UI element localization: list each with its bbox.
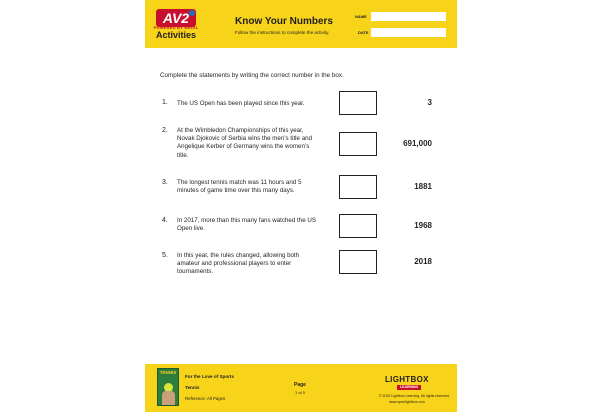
book-cover-thumbnail xyxy=(157,368,179,406)
date-field[interactable] xyxy=(371,28,446,37)
answer-value: 1968 xyxy=(414,221,432,230)
question-number: 4. xyxy=(162,217,168,224)
question-text: In this year, the rules changed, allowing both amateur and professional players to enter tournaments. xyxy=(177,252,300,276)
worksheet-title: Know Your Numbers xyxy=(235,16,333,27)
page-count: 1 of 5 xyxy=(294,390,305,395)
answer-value: 2018 xyxy=(414,257,432,266)
answer-box[interactable] xyxy=(339,91,377,115)
av2-logo xyxy=(150,7,200,43)
player-figure-icon xyxy=(162,391,175,405)
question-text: At the Wimbledon Championships of this year, Novak Djokovic of Serbia wins the men’s title and Angelique Kerber of Germany wins the women’s title. xyxy=(177,127,313,159)
worksheet-footer xyxy=(145,364,457,412)
instructions-text: Complete the statements by writing the correct number in the box. xyxy=(160,72,344,79)
name-field[interactable] xyxy=(371,12,446,21)
answer-value: 3 xyxy=(427,98,432,107)
answer-box[interactable] xyxy=(339,250,377,274)
question-number: 1. xyxy=(162,99,168,106)
answer-box[interactable] xyxy=(339,132,377,156)
question-number: 2. xyxy=(162,127,168,134)
lightbox-learning-badge: LEARNING xyxy=(397,385,421,390)
lightbox-logo: LIGHTBOX xyxy=(385,375,429,384)
reference-text: Reference: All Pages xyxy=(185,396,226,401)
answer-box[interactable] xyxy=(339,214,377,238)
question-text: The US Open has been played since this year. xyxy=(177,100,305,107)
question-number: 3. xyxy=(162,179,168,186)
question-text: In 2017, more than this many fans watched the US Open live. xyxy=(177,217,316,233)
name-label: NAME xyxy=(355,14,367,19)
website-link[interactable]: www.openlightbox.com xyxy=(389,400,425,404)
answer-value: 1881 xyxy=(414,182,432,191)
page-label: Page xyxy=(294,382,306,388)
answer-box[interactable] xyxy=(339,175,377,199)
worksheet-header xyxy=(145,0,457,48)
copyright-text: © 2022 Lightbox Learning. All rights reserved. xyxy=(379,394,450,398)
logo-activities-label: Activities xyxy=(155,30,197,40)
question-text: The longest tennis match was 11 hours and 5 minutes of game time over this many days. xyxy=(177,179,302,195)
question-number: 5. xyxy=(162,252,168,259)
series-title: For the Love of Sports xyxy=(185,374,235,379)
answer-value: 691,000 xyxy=(403,139,432,148)
worksheet-subtitle: Follow the instructions to complete the activity. xyxy=(235,30,330,35)
logo-subtext: POWERED BY WEIGL xyxy=(153,25,199,30)
logo-text: AV2 xyxy=(162,10,190,26)
book-topic: Tennis xyxy=(185,385,200,390)
date-label: DATE xyxy=(358,30,369,35)
book-cover-title: TENNIS xyxy=(159,370,177,375)
